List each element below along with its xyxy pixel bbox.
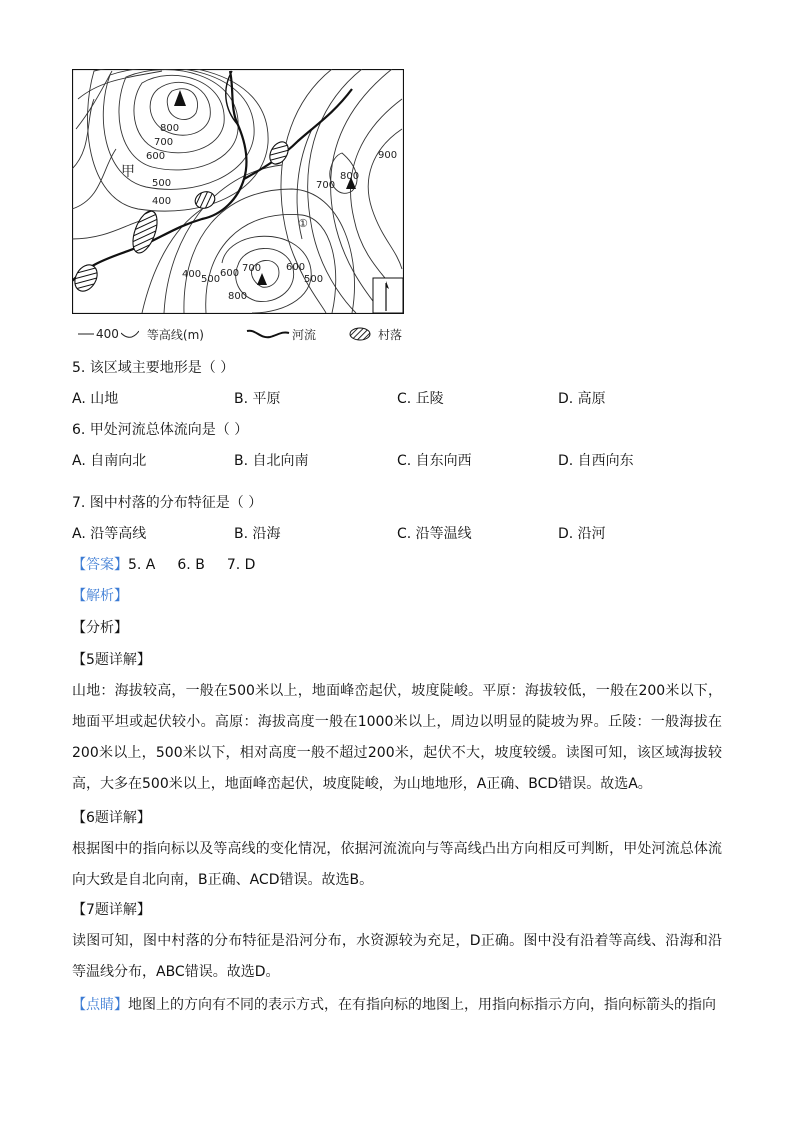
legend-village bbox=[348, 324, 402, 344]
contour-label: 700 bbox=[154, 137, 174, 148]
map-legend bbox=[78, 324, 408, 346]
q6-option-c: C. 自东向西 bbox=[397, 453, 472, 469]
contour-label: 400 bbox=[152, 196, 172, 207]
contour-label: 400 bbox=[182, 269, 202, 280]
dianjing-tag: 【点睛】 bbox=[72, 997, 128, 1013]
contour-label: 600 bbox=[286, 262, 306, 273]
contour-label: 800 bbox=[160, 123, 180, 134]
detail7-text: 读图可知，图中村落的分布特征是沿河分布，水资源较为充足，D正确。图中没有沿着等高线、沿海和沿等温线分布，ABC错误。故选D。 bbox=[72, 933, 722, 980]
contour-curve-icon bbox=[121, 329, 139, 339]
dianjing-text: 地图上的方向有不同的表示方式，在有指向标的地图上，用指向标指示方向，指向标箭头的指向 bbox=[128, 997, 716, 1013]
answer-6: 6. B bbox=[177, 557, 205, 573]
jia-label: 甲 bbox=[121, 164, 135, 180]
fenxi-tag: 【分析】 bbox=[72, 620, 128, 636]
q7-option-a: A. 沿等高线 bbox=[72, 526, 147, 542]
contour-label: 700 bbox=[242, 263, 262, 274]
q7-option-c: C. 沿等温线 bbox=[397, 526, 472, 542]
detail6-text: 根据图中的指向标以及等高线的变化情况，依据河流流向与等高线凸出方向相反可判断，甲处河流总体流向大致是自北向南，B正确、ACD错误。故选B。 bbox=[72, 841, 722, 888]
q6-option-b: B. 自北向南 bbox=[234, 453, 309, 469]
north-arrow bbox=[373, 278, 403, 313]
detail6-tag: 【6题详解】 bbox=[72, 810, 151, 826]
q5-option-c: C. 丘陵 bbox=[397, 391, 444, 407]
contour-map bbox=[72, 69, 404, 314]
contour-label: 700 bbox=[316, 180, 336, 191]
dianjing-paragraph bbox=[72, 990, 722, 1021]
q7-option-b: B. 沿海 bbox=[234, 526, 281, 542]
circle-one-label: ① bbox=[298, 217, 308, 230]
detail5-text: 山地：海拔较高，一般在500米以上，地面峰峦起伏，坡度陡峻。平原：海拔较低，一般在200米以下，地面平坦或起伏较小。高原：海拔高度一般在1000米以上，周边以明显的陡坡为界。丘陵：一般海拔在200米以上，500米以下，相对高度一般不超过200米，起伏不大，坡度较缓。读图可知，该区域海拔较高，大多在500米以上，地面峰峦起伏，坡度陡峻，为山地地形，A正确、BCD错误。故选A。 bbox=[72, 683, 722, 792]
legend-village-text: 村落 bbox=[378, 327, 403, 342]
question-6-stem: 6. 甲处河流总体流向是（ ） bbox=[72, 422, 249, 438]
contour-label: 600 bbox=[220, 268, 240, 279]
legend-river-text: 河流 bbox=[292, 327, 317, 342]
q5-option-a: A. 山地 bbox=[72, 391, 119, 407]
contour-label: 500 bbox=[152, 178, 172, 189]
contour-map-svg bbox=[72, 69, 404, 314]
q6-option-a: A. 自南向北 bbox=[72, 453, 147, 469]
legend-river bbox=[246, 324, 316, 344]
answer-line bbox=[72, 555, 255, 575]
q7-option-d: D. 沿河 bbox=[558, 526, 606, 542]
contour-label: 900 bbox=[378, 150, 398, 161]
village-icon bbox=[348, 326, 372, 342]
q5-option-d: D. 高原 bbox=[558, 391, 606, 407]
detail7-tag: 【7题详解】 bbox=[72, 902, 151, 918]
contour-label: 500 bbox=[201, 274, 221, 285]
detail5-tag: 【5题详解】 bbox=[72, 652, 151, 668]
question-7-stem: 7. 图中村落的分布特征是（ ） bbox=[72, 495, 263, 511]
answer-5: 5. A bbox=[128, 557, 156, 573]
river-icon bbox=[246, 327, 290, 341]
legend-contour bbox=[78, 324, 204, 344]
contour-label: 800 bbox=[228, 291, 248, 302]
legend-contour-text: 等高线(m) bbox=[146, 327, 204, 342]
answer-7: 7. D bbox=[226, 557, 256, 573]
contour-label: 600 bbox=[146, 151, 166, 162]
contour-line-icon bbox=[78, 329, 94, 339]
question-5-stem: 5. 该区域主要地形是（ ） bbox=[72, 360, 235, 376]
q6-option-d: D. 自西向东 bbox=[558, 453, 634, 469]
contour-label: 500 bbox=[304, 274, 324, 285]
contour-label: 800 bbox=[340, 171, 360, 182]
legend-contour-value: 400 bbox=[96, 327, 119, 341]
q5-option-b: B. 平原 bbox=[234, 391, 281, 407]
answer-tag: 【答案】 bbox=[72, 557, 128, 573]
analysis-tag: 【解析】 bbox=[72, 588, 128, 604]
